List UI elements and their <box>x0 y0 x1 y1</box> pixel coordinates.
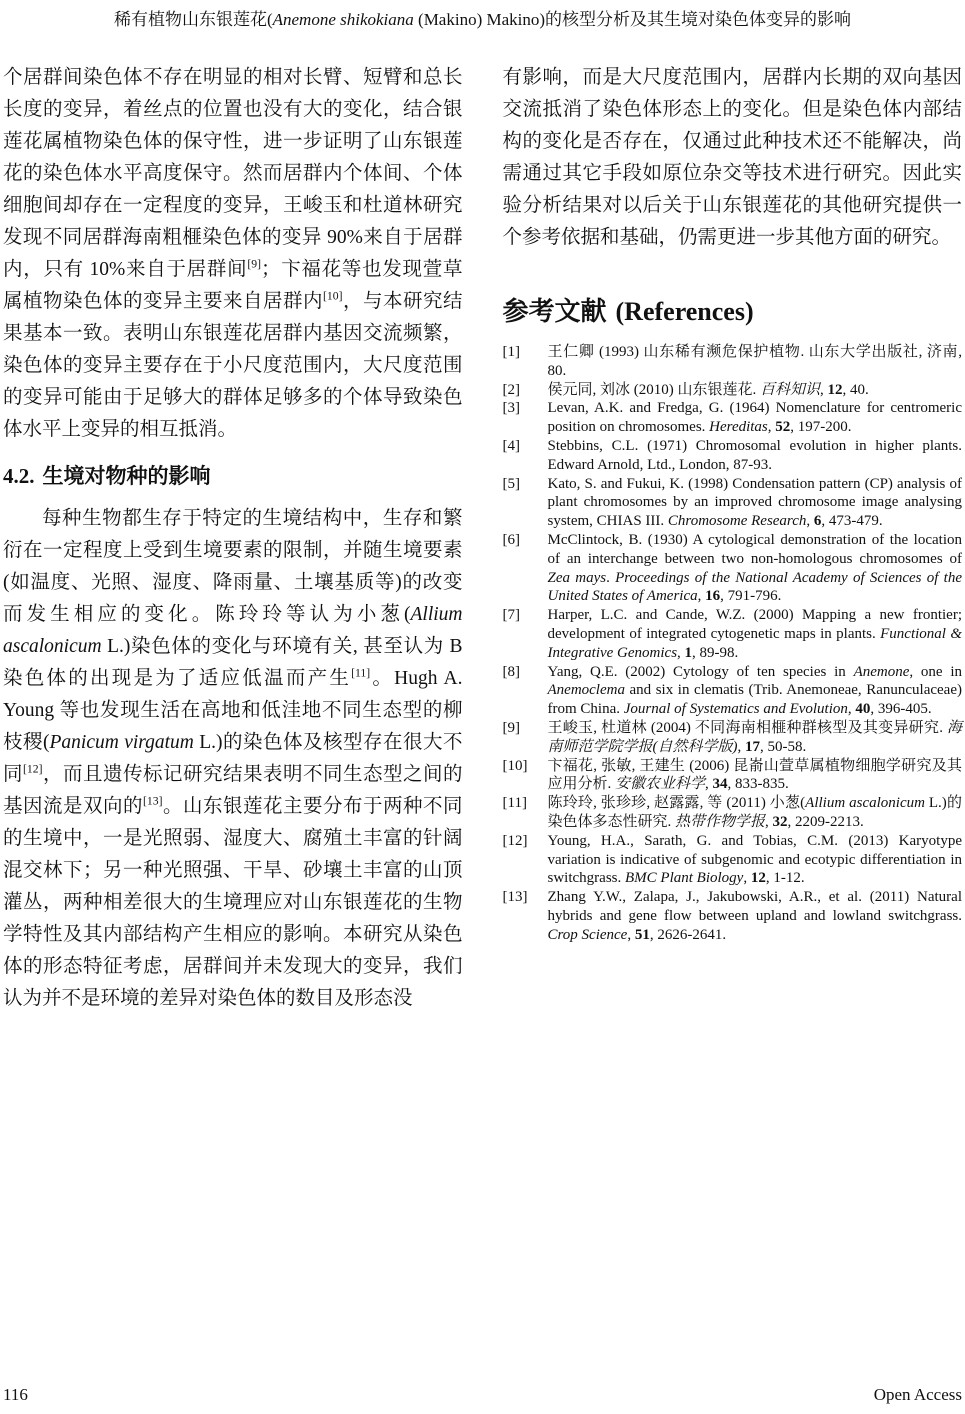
page-number: 116 <box>3 1385 28 1404</box>
reference-number: [13] <box>502 889 528 906</box>
reference-item <box>503 719 963 757</box>
references-heading-cn: 参考文献 <box>502 296 607 326</box>
reference-item <box>503 757 963 795</box>
two-column-body <box>3 62 962 1015</box>
reference-item <box>503 832 963 888</box>
reference-item <box>503 794 963 832</box>
reference-item <box>503 437 963 475</box>
reference-number: [7] <box>502 607 520 624</box>
reference-text: Young, H.A., Sarath, G. and Tobias, C.M. (2013) Karyotype variation is indicative of subgenomic and ecotypic differentiation in switchgrass. BMC Plant Biology, 12, 1-12. <box>547 832 962 887</box>
right-column <box>503 62 963 1015</box>
reference-number: [10] <box>502 757 528 774</box>
reference-number: [2] <box>502 381 520 398</box>
reference-item <box>503 606 963 662</box>
references-heading <box>503 294 963 329</box>
reference-text: 陈玲玲, 张珍珍, 赵露露, 等 (2011) 小葱(Allium ascalonicum L.)的染色体多态性研究. 热带作物学报, 32, 2209-2213. <box>547 795 962 830</box>
reference-text: Zhang Y.W., Zalapa, J., Jakubowski, A.R., et al. (2011) Natural hybrids and gene flow between upland and lowland switchgrass. Crop Science, 51, 2626-2641. <box>547 889 962 943</box>
reference-text: Yang, Q.E. (2002) Cytology of ten species in Anemone, one in Anemoclema and six in clematis (Trib. Anemoneae, Ranunculaceae) from China. Journal of Systematics and Evolution, 40, 396-405. <box>547 663 962 718</box>
reference-number: [3] <box>502 400 520 417</box>
reference-text: McClintock, B. (1930) A cytological demonstration of the location of an interchange between two non-homologous chromosomes of Zea mays. Proceedings of the National Academy of Sciences of the United States of America, 16, 791-796. <box>547 531 962 605</box>
reference-number: [1] <box>502 344 520 360</box>
references-heading-en: (References) <box>615 297 754 326</box>
reference-text: 侯元同, 刘冰 (2010) 山东银莲花. 百科知识, 12, 40. <box>547 381 869 398</box>
references-list <box>503 343 963 945</box>
running-title: 稀有植物山东银莲花(Anemone shikokiana (Makino) Makino)的核型分析及其生境对染色体变异的影响 <box>113 10 852 29</box>
reference-text: 卞福花, 张敏, 王建生 (2006) 昆嵛山萱草属植物细胞学研究及其应用分析. 安徽农业科学, 34, 833-835. <box>547 757 962 793</box>
reference-number: [11] <box>502 795 527 812</box>
paragraph-habitat-effect: 每种生物都生存于特定的生境结构中，生存和繁衍在一定程度上受到生境要素的限制，并随生境要素(如温度、光照、湿度、降雨量、土壤基质等)的改变而发生相应的变化。陈玲玲等认为小葱(Allium ascalonicum L.)染色体的变化与环境有关, 甚至认为 B 染色体的出现是为了适应低温而产生[11]。Hugh A. Young 等也发现生活在高地和低洼地不同生态型的柳枝稷(Panicum virgatum L.)的染色体及核型存在很大不同[12]，而且遗传标记研究结果表明不同生态型之间的基因流是双向的[13]。山东银莲花主要分布于两种不同的生境中，一是光照弱、湿度大、腐殖土丰富的针阔混交林下；另一种光照强、干旱、砂壤土丰富的山顶灌丛，两种相差很大的生境理应对山东银莲花的生物学特性及其内部结构产生相应的影响。本研究从染色体的形态特征考虑，居群间并未发现大的变异，我们认为并不是环境的差异对染色体的数目及形态没 <box>3 508 463 1009</box>
reference-item <box>503 475 963 531</box>
reference-item <box>503 663 963 719</box>
reference-item <box>503 888 963 944</box>
reference-text: Kato, S. and Fukui, K. (1998) Condensation pattern (CP) analysis of plant chromosomes by an improved chromosome image analysing system, CHIAS III. Chromosome Research, 6, 473-479. <box>547 475 962 530</box>
reference-text: Harper, L.C. and Cande, W.Z. (2000) Mapping a new frontier; development of integrated cytogenetic maps in plants. Functional & Integrative Genomics, 1, 89-98. <box>547 607 962 661</box>
section-heading-4-2 <box>3 461 463 492</box>
page-footer <box>3 1385 962 1405</box>
paragraph-conclusion: 有影响，而是大尺度范围内，居群内长期的双向基因交流抵消了染色体形态上的变化。但是染色体内部结构的变化是否存在，仅通过此种技术还不能解决，尚需通过其它手段如原位杂交等技术进行研究。因此实验分析结果对以后关于山东银莲花的其他研究提供一个参考依据和基础，仍需更进一步其他方面的研究。 <box>502 67 962 248</box>
reference-item <box>503 531 963 606</box>
section-heading-text: 生境对物种的影响 <box>42 465 211 488</box>
reference-number: [12] <box>502 832 528 849</box>
open-access-label: Open Access <box>873 1385 962 1404</box>
reference-text: Levan, A.K. and Fredga, G. (1964) Nomenclature for centromeric position on chromosomes. Hereditas, 52, 197-200. <box>547 400 962 436</box>
reference-text: 王峻玉, 杜道林 (2004) 不同海南相榧种群核型及其变异研究. 海南师范学院学报(自然科学版), 17, 50-58. <box>547 719 962 755</box>
section-heading-number: 4.2. <box>3 464 35 488</box>
reference-number: [8] <box>502 663 520 680</box>
paragraph-discussion-continued: 个居群间染色体不存在明显的相对长臂、短臂和总长长度的变异，着丝点的位置也没有大的变化，结合银莲花属植物染色体的保守性，进一步证明了山东银莲花的染色体水平高度保守。然而居群内个体间、个体细胞间却存在一定程度的变异，王峻玉和杜道林研究发现不同居群海南粗榧染色体的变异 90%来自于居群内，只有 10%来自于居群间[9]；卞福花等也发现萱草属植物染色体的变异主要来自居群内[10]，与本研究结果基本一致。表明山东银莲花居群内基因交流频繁，染色体的变异主要存在于小尺度范围内，大尺度范围的变异可能由于足够大的群体足够多的个体导致染色体水平上变异的相互抵消。 <box>3 67 463 440</box>
reference-text: Stebbins, C.L. (1971) Chromosomal evolution in higher plants. Edward Arnold, Ltd., London, 87-93. <box>547 437 962 473</box>
left-column <box>3 62 463 1015</box>
reference-number: [4] <box>502 437 520 454</box>
reference-number: [6] <box>502 531 520 548</box>
reference-item <box>503 343 963 381</box>
reference-number: [9] <box>502 719 520 736</box>
reference-item <box>503 399 963 437</box>
reference-item <box>503 381 963 400</box>
page-header <box>3 8 962 32</box>
reference-text: 王仁卿 (1993) 山东稀有濒危保护植物. 山东大学出版社, 济南, 80. <box>547 344 962 379</box>
reference-number: [5] <box>502 475 520 492</box>
